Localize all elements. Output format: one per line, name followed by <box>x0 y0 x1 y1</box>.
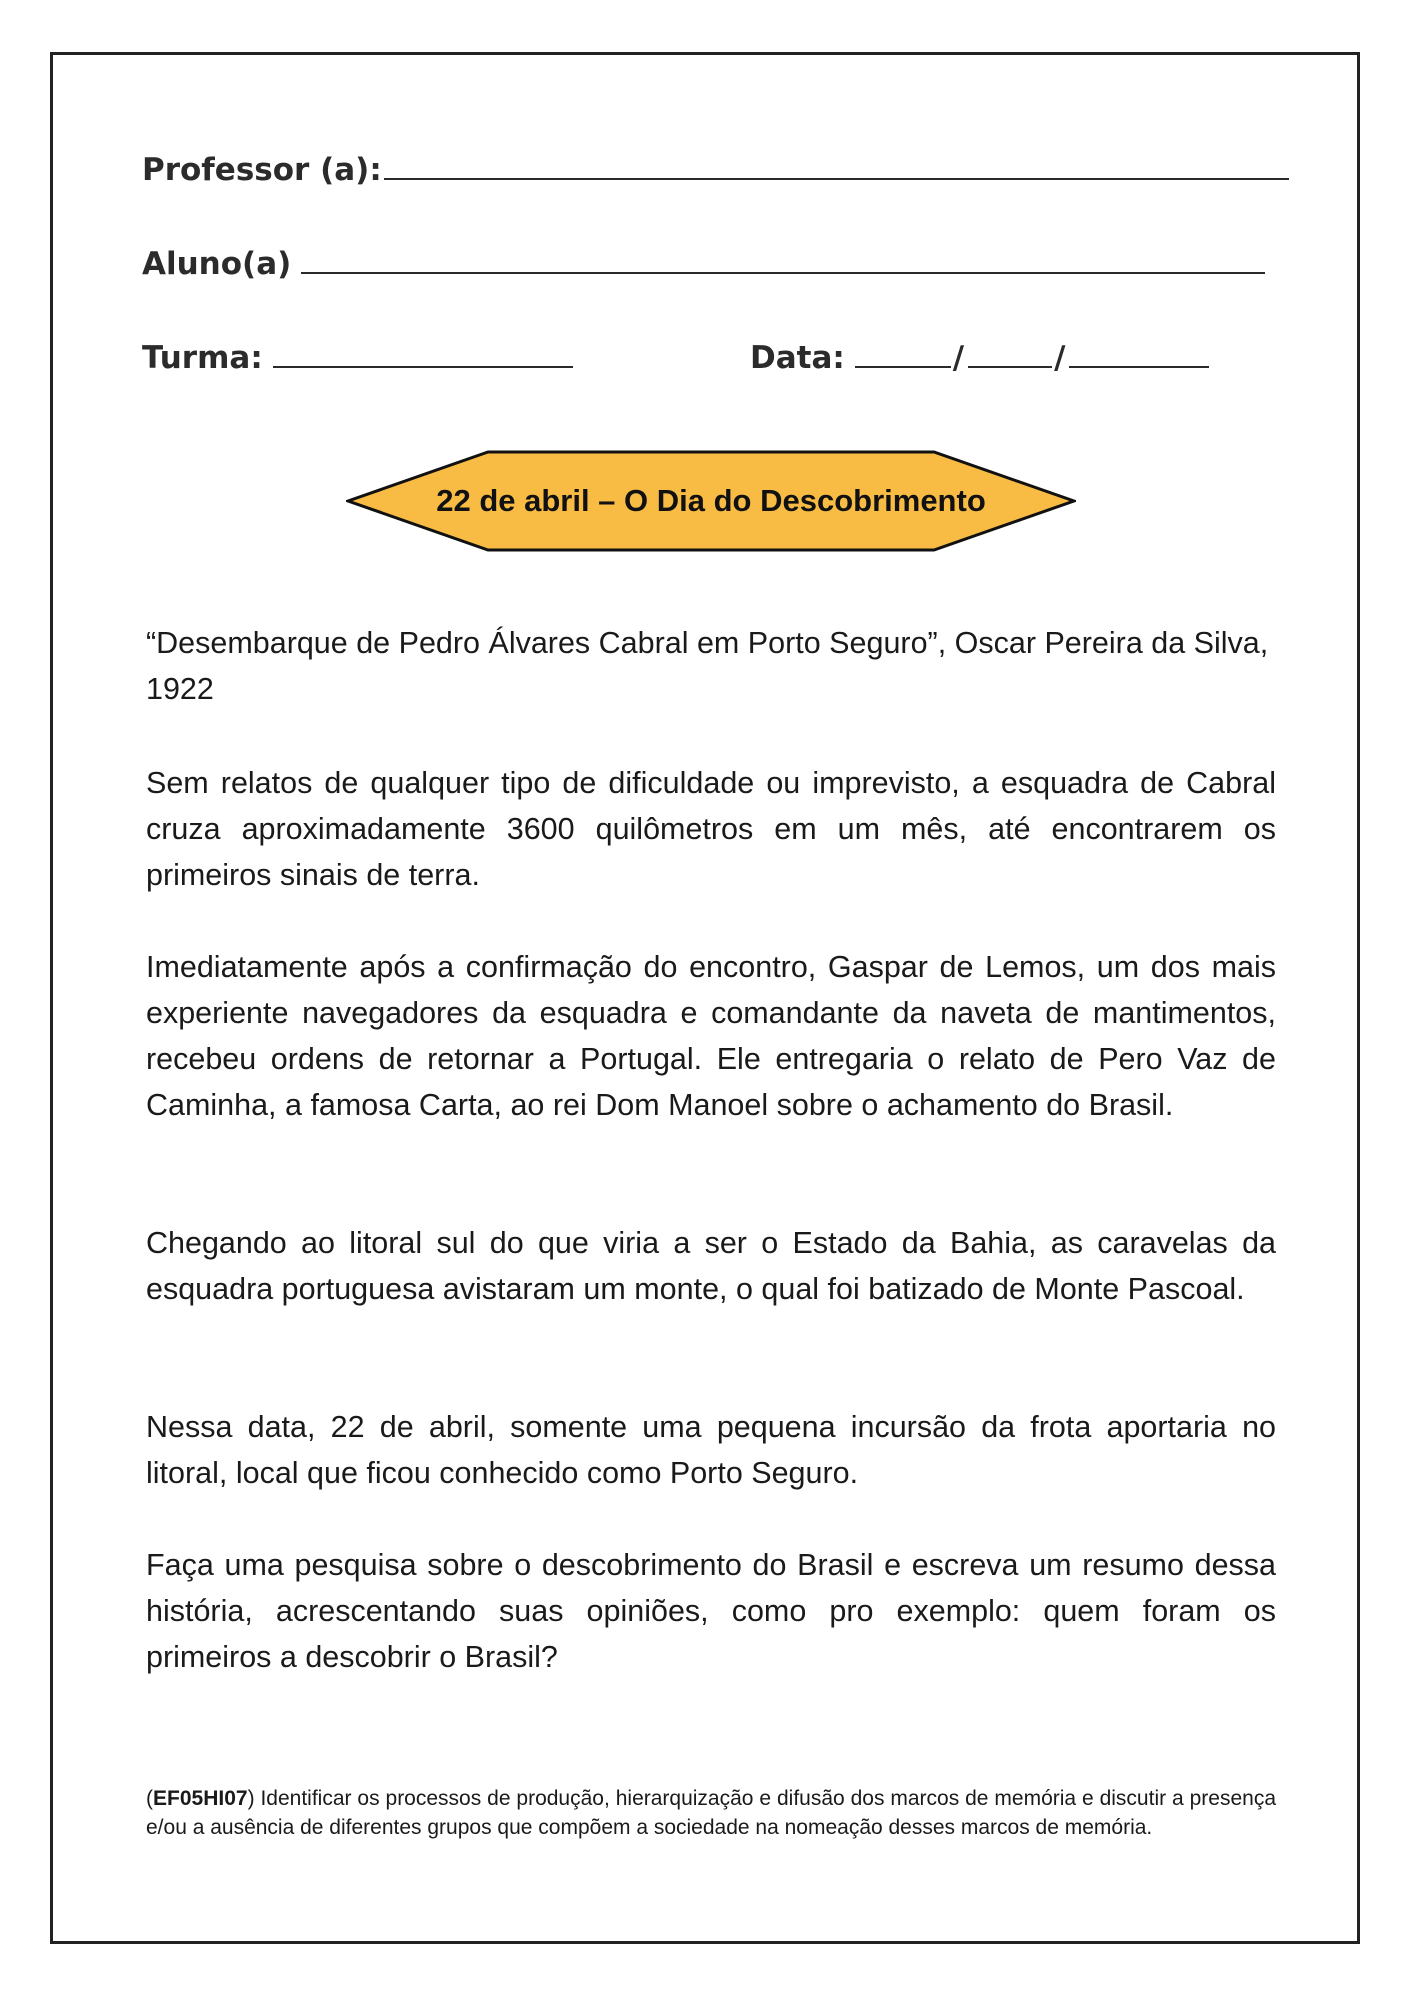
date-year-blank[interactable] <box>1069 336 1209 368</box>
professor-field <box>142 148 1289 188</box>
banner-title: 22 de abril – O Dia do Descobrimento <box>436 483 986 518</box>
date-separator-2: / <box>1054 340 1066 376</box>
turma-label: Turma: <box>142 340 263 376</box>
turma-field <box>142 336 573 376</box>
date-month-blank[interactable] <box>968 336 1052 368</box>
paragraph-2: Imediatamente após a confirmação do encontro, Gaspar de Lemos, um dos mais experiente navegadores da esquadra e comandante da naveta de mantimentos, recebeu ordens de retornar a Portugal. Ele entregaria o relato de Pero Vaz de Caminha, a famosa Carta, ao rei Dom Manoel sobre o achamento do Brasil. <box>146 950 1276 1122</box>
date-day-blank[interactable] <box>855 336 951 368</box>
bncc-skill-footnote <box>146 1784 1276 1842</box>
paragraph-5-task: Faça uma pesquisa sobre o descobrimento do Brasil e escreva um resumo dessa história, acrescentando suas opiniões, como pro exemplo: quem foram os primeiros a descobrir o Brasil? <box>146 1548 1276 1674</box>
bncc-skill-code: EF05HI07 <box>153 1787 248 1810</box>
turma-blank-line[interactable] <box>273 336 573 368</box>
footnote-text: ) Identificar os processos de produção, hierarquização e difusão dos marcos de memória e discutir a presença e/ou a ausência de diferentes grupos que compõem a sociedade na nomeação desses marcos de memória. <box>146 1787 1276 1839</box>
data-label: Data: <box>750 340 845 376</box>
paragraph-3: Chegando ao litoral sul do que viria a ser o Estado da Bahia, as caravelas da esquadra portuguesa avistaram um monte, o qual foi batizado de Monte Pascoal. <box>146 1226 1276 1306</box>
footnote-open-paren: ( <box>146 1787 153 1810</box>
aluno-field <box>142 242 1265 282</box>
title-banner <box>346 450 1076 552</box>
paragraph-4: Nessa data, 22 de abril, somente uma pequena incursão da frota aportaria no litoral, local que ficou conhecido como Porto Seguro. <box>146 1410 1276 1490</box>
aluno-label: Aluno(a) <box>142 246 292 282</box>
paragraph-1: Sem relatos de qualquer tipo de dificuldade ou imprevisto, a esquadra de Cabral cruza aproximadamente 3600 quilômetros em um mês, até encontrarem os primeiros sinais de terra. <box>146 766 1276 892</box>
painting-caption: “Desembarque de Pedro Álvares Cabral em Porto Seguro”, Oscar Pereira da Silva, 1922 <box>146 626 1269 706</box>
professor-blank-line[interactable] <box>384 148 1289 180</box>
date-separator-1: / <box>952 340 965 376</box>
data-field <box>750 336 1209 376</box>
aluno-blank-line[interactable] <box>301 242 1265 274</box>
professor-label: Professor (a): <box>142 152 382 188</box>
